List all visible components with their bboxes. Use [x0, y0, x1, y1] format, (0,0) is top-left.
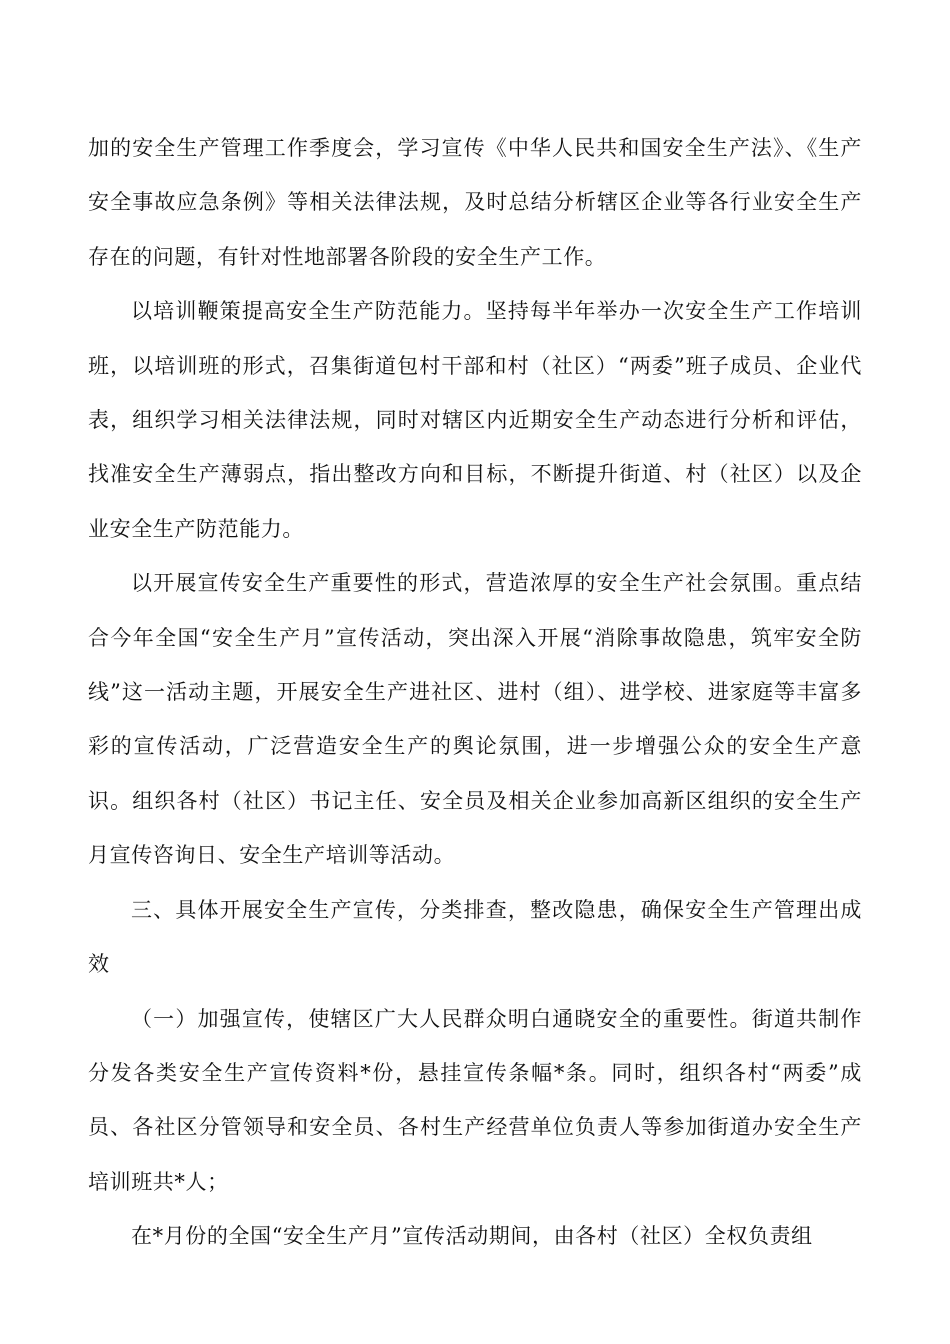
paragraph-continuation: 加的安全生产管理工作季度会，学习宣传《中华人民共和国安全生产法》、《生产安全事故应急条例》等相关法律法规，及时总结分析辖区企业等各行业安全生产存在的问题，有针对性地部署各阶段的安全生产工作。: [88, 136, 862, 269]
paragraph-publicity: 以开展宣传安全生产重要性的形式，营造浓厚的安全生产社会氛围。重点结合今年全国“安全生产月”宣传活动，突出深入开展“消除事故隐患，筑牢安全防线”这一活动主题，开展安全生产进社区、进村（组）、进学校、进家庭等丰富多彩的宣传活动，广泛营造安全生产的舆论氛围，进一步增强公众的安全生产意识。组织各村（社区）书记主任、安全员及相关企业参加高新区组织的安全生产月宣传咨询日、安全生产培训等活动。: [88, 571, 862, 868]
paragraph-training: 以培训鞭策提高安全生产防范能力。坚持每半年举办一次安全生产工作培训班，以培训班的形式，召集街道包村干部和村（社区）“两委”班子成员、企业代表，组织学习相关法律法规，同时对辖区内近期安全生产动态进行分析和评估，找准安全生产薄弱点，指出整改方向和目标，不断提升街道、村（社区）以及企业安全生产防范能力。: [88, 299, 862, 541]
document-body: [88, 121, 862, 1264]
paragraph-safety-month: 在*月份的全国“安全生产月”宣传活动期间，由各村（社区）全权负责组: [131, 1224, 813, 1249]
section-heading-three: 三、具体开展安全生产宣传，分类排查，整改隐患，确保安全生产管理出成效: [88, 897, 862, 977]
paragraph-subsection-one: （一）加强宣传，使辖区广大人民群众明白通晓安全的重要性。街道共制作分发各类安全生产宣传资料*份，悬挂宣传条幅*条。同时，组织各村“两委”成员、各社区分管领导和安全员、各村生产经营单位负责人等参加街道办安全生产培训班共*人；: [88, 1006, 862, 1194]
